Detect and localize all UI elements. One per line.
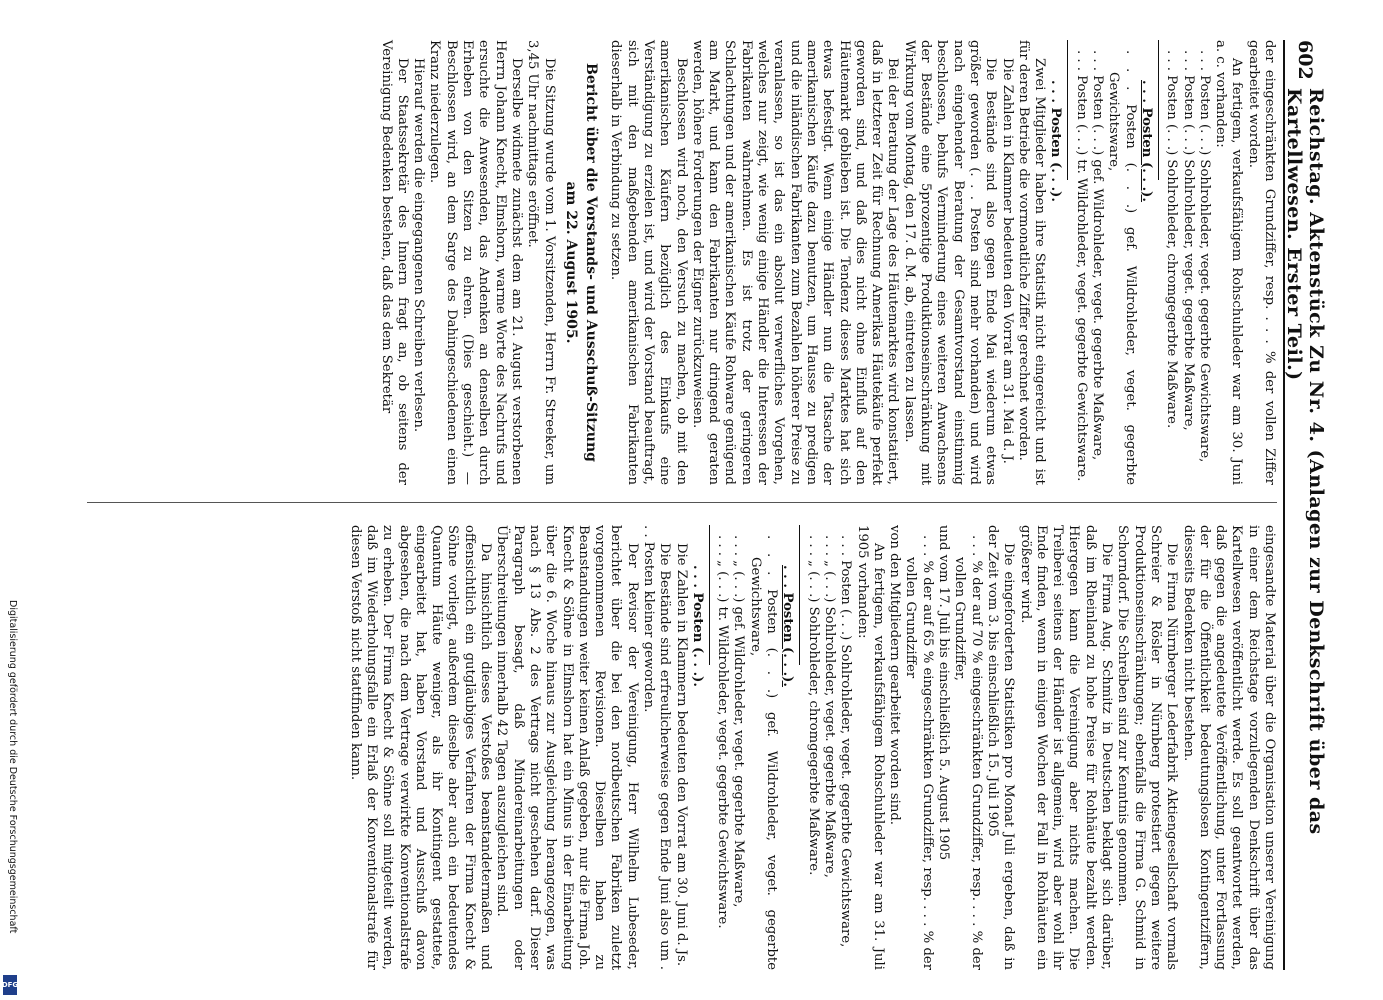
paragraph: eingesandte Material über die Organisation unserer Vereinigung in einer dem Reichstage vorzulegenden Denkschrift über das Kartellwesen veröffentlicht werde. Es soll geantwortet werden, daß gegen die angedeutete Veröffentlichung, unter Fortlassung der für die Öffentlichkeit bedeutungslosen Kontingentziffern, diesseits Bedenken nicht bestehen. (1180, 525, 1277, 970)
list-item: . . . Posten (. . .) Sohlrohleder, chromgegerbte Maßware. (1164, 50, 1180, 429)
paragraph: Da hinsichtlich dieses Verstoßes beanstandetermaßen und offensichtlich ein gutgläubiges Verfahren der Firma Knecht & Söhne vorliegt, außerdem dieselbe aber auch ein bedeutendes Quantum Häute weniger, als ihr Kontingent gestattete, eingearbeitet hat, haben Vorstand und Ausschuß davon abgesehen, die nach dem Vertrage verwirkte Konventionalstrafe zu erheben. Der Firma Knecht & Söhne soll mitgeteilt werden, daß im Wiederholungsfalle ein Erlaß der Konventionalstrafe für diesen Verstoß nicht stattfinden kann. (347, 525, 494, 970)
digitization-footer (2, 600, 18, 995)
paragraph: . . . % der auf 65 % eingeschränkten Grundziffer, resp. . . . % der vollen Grundziffer (903, 535, 935, 970)
page-header (1283, 40, 1325, 970)
paragraph: Die Bestände sind erfreulicherweise gegen Ende Juni also um . . . Posten kleiner geworden. (641, 525, 673, 970)
list-total: . . . Posten (. . .). (1048, 80, 1064, 203)
list-total: . . . Posten (. . .). (1138, 80, 1154, 203)
list-item: . . . „ (. . .) tr. Wildrohleder, veget. gegerbte Gewichtsware. (715, 535, 731, 929)
list-total: . . . Posten (. . .). (780, 565, 796, 688)
divider-rule (1158, 40, 1159, 180)
page-title: Reichstag. Aktenstück Zu Nr. 4. (Anlagen zur Denkschrift über das Kartellwesen. Erster Teil.) (1283, 88, 1327, 835)
list-item: . . . Posten (. . .) gef. Wildrohleder, veget. gegerbte Maßware, (1090, 50, 1106, 461)
list-item: . . . Posten (. . .) gef. Wildrohleder, veget. gegerbte Gewichtsware, (1106, 50, 1138, 485)
paragraph: von den Mitgliedern gearbeitet worden sind. (887, 525, 903, 825)
paragraph: Zwei Mitglieder haben ihre Statistik nicht eingereicht und ist für deren Betriebe die vormonatliche Ziffer gerechnet worden. (1015, 40, 1048, 485)
column-divider (87, 502, 1277, 503)
left-column (377, 40, 1277, 485)
paragraph: An fertigem, verkaufsfähigem Rohschuhleder war am 30. Juni a. c. vorhanden: (1213, 40, 1245, 485)
paragraph: Bei der Beratung der Lage des Häutemarktes wird konstatiert, daß in letzterer Zeit für Rechnung Amerikas Häutekäufe perfekt geworden sind, und daß dies nicht ohne Einfluß auf den Häutemarkt geblieben ist. Die Tendenz dieses Marktes hat sich etwas befestigt. Wenn einige Händler nun die Tatsache der amerikanischen Käufe dazu benutzen, um Hausse zu predigen und die inländischen Fabrikanten zum Bezahlen höherer Preise zu veranlassen, so ist das ein absolut verwerfliches Vorgehen, welches nur zeigt, wie wenig einige Händler die Interessen der Fabrikanten wahrnehmen. Es ist trotz der geringeren Schlachtungen und der amerikanischen Käufe Rohware genügend am Markt, und kann den Fabrikanten nur dringend geraten werden, höhere Forderungen der Eigner zurückzuweisen. (689, 40, 901, 485)
list-item: . . . „ (. . .) Sohlrohleder, chromgegerbte Maßware. (805, 535, 821, 876)
paragraph: . . . % der auf 70 % eingeschränkten Grundziffer, resp. . . . % der vollen Grundziffer, (952, 535, 984, 970)
paragraph: Die Firma Nürnberger Lederfabrik Aktiengesellschaft vormals Schreier & Rösler in Nürnberg protestiert gegen weitere Produktionseinschränkungen; ebenfalls die Firma G. Schmid in Schorndorf. Die Schreiben sind zur Kenntnis genommen. (1115, 525, 1180, 970)
paragraph: Die Firma Aug. Schmitz in Deutschen beklagt sich darüber, daß im Rheinland zu hohe Preise für Rohhäute bezahlt werden. Hiergegen kann die Vereinigung aber nichts machen. Die Treiberei seitens der Händler ist allgemein, wird aber wohl ihr Ende finden, wenn in einigen Wochen der Fall in Rohhäuten ein größerer wird. (1017, 525, 1115, 970)
paragraph: An fertigem, verkaufsfähigem Rohschuhleder war am 31. Juli 1905 vorhanden: (854, 525, 886, 970)
section-title: Bericht über die Vorstands- und Ausschuß-Sitzung (583, 63, 600, 462)
rotated-content (75, 40, 1325, 970)
divider-rule (709, 525, 710, 665)
list-item: . . . Posten (. . .) Sohlrohleder, veget. gegerbte Gewichtsware, (1196, 50, 1212, 463)
dfg-logo-icon: DFG (3, 975, 17, 995)
list-total: . . . Posten (. . .). (689, 565, 705, 688)
section-date: am 22. August 1905. (562, 181, 579, 344)
list-item: . . . „ (. . .) Sohlrohleder, veget. gegerbte Maßware, (821, 535, 837, 878)
list-item: . . . „ (. . .) gef. Wildrohleder, veget. gegerbte Maßware, (731, 535, 747, 908)
divider-rule (1067, 40, 1068, 180)
paragraph: der eingeschränkten Grundziffer, resp. . . . % der vollen Ziffer gearbeitet worden. (1245, 40, 1277, 485)
list-item: . . . Posten (. . .) Sohlrohleder, veget. gegerbte Maßware, (1180, 50, 1196, 431)
paragraph: Hierauf werden die eingegangenen Schreiben verlesen. (411, 58, 427, 433)
right-column (346, 525, 1277, 970)
paragraph: Die Bestände sind also gegen Ende Mai wiederum etwas größer geworden (. . . Posten sind mehr vorhanden) und wird nach eingehender Beratung der Gesamtvorstand einstimmig beschlossen, behufs Verminderung eines weiteren Anwachsens der Bestände eine 5prozentige Produktionseinschränkung mit Wirkung vom Montag, den 17. d. M. ab, eintreten zu lassen. (901, 40, 999, 485)
list-item: . . . Posten (. . .) Sohlrohleder, veget. gegerbte Gewichtsware, (838, 535, 854, 948)
footer-text: Digitalisierung gefördert durch die Deutsche Forschungsgemeinschaft (7, 600, 18, 934)
divider-rule (799, 525, 800, 665)
paragraph: Die Zahlen in Klammer bedeuten den Vorrat am 31. Mai d. J. (999, 58, 1015, 464)
paragraph: Der Staatssekretär des Innern fragt an, ob seitens der Vereinigung Bedenken bestehen, daß das dem Sekretär (378, 40, 410, 485)
paragraph: Der Revisor der Vereinigung, Herr Wilhelm Lubeseder, berichtet über die bei den nordbeutschen Fabriken zuletzt vorgenommenen Revisionen. Dieselben haben zu Beanstandungen weiter keinen Anlaß gegeben, nur die Firma Joh. Knecht & Söhne in Elmshorn hat ein Minus in der Einarbeitung über die 6. Woche hinaus zur Ausgleichung herangezogen, was nach § 13 Abs. 2 des Vertrags nicht geschehen darf. Dieser Paragraph besagt, daß Mindereinarbeitungen oder Überschreitungen innerhalb 42 Tagen auszugleichen sind. (494, 525, 640, 970)
paragraph: Beschlossen wird noch, den Versuch zu machen, ob mit den amerikanischen Käufern bezüglich des Einkaufs eine Verständigung zu erzielen ist, und wird der Vorstand beauftragt, sich mit den maßgebenden amerikanischen Fabrikanten dieserhalb in Verbindung zu setzen. (608, 40, 689, 485)
paragraph: Derselbe widmete zunächst dem am 21. August verstorbenen Herrn Johann Knecht, Elmshorn, warme Worte des Nachrufs und ersuchte die Anwesenden, das Andenken an denselben durch Erheben von den Sitzen zu ehren. (Dies geschieht.) — Beschlossen wird, an dem Sarge des Dahingeschiedenen einen Kranz niederzulegen. (427, 40, 524, 485)
paragraph: Die eingeforderten Statistiken pro Monat Juli ergeben, daß in der Zeit vom 3. bis einschließlich 15. Juli 1905 (984, 525, 1017, 970)
paragraph: Die Zahlen in Klammern bedeuten den Vorrat am 30. Juni d. Js. (673, 543, 689, 967)
list-item: . . . Posten (. . .) gef. Wildrohleder, veget. gegerbte Gewichtsware, (747, 535, 780, 970)
paragraph: und vom 17. Juli bis einschließlich 5. August 1905 (936, 525, 952, 861)
list-item: . . . Posten (. . .) tr. Wildrohleder, veget. gegerbte Gewichtsware. (1073, 50, 1089, 482)
page-number: 602 (1294, 40, 1316, 80)
paragraph: Die Sitzung wurde vom 1. Vorsitzenden, Herrn Fr. Streeker, um 3,45 Uhr nachmittags eröffnet. (525, 40, 557, 485)
